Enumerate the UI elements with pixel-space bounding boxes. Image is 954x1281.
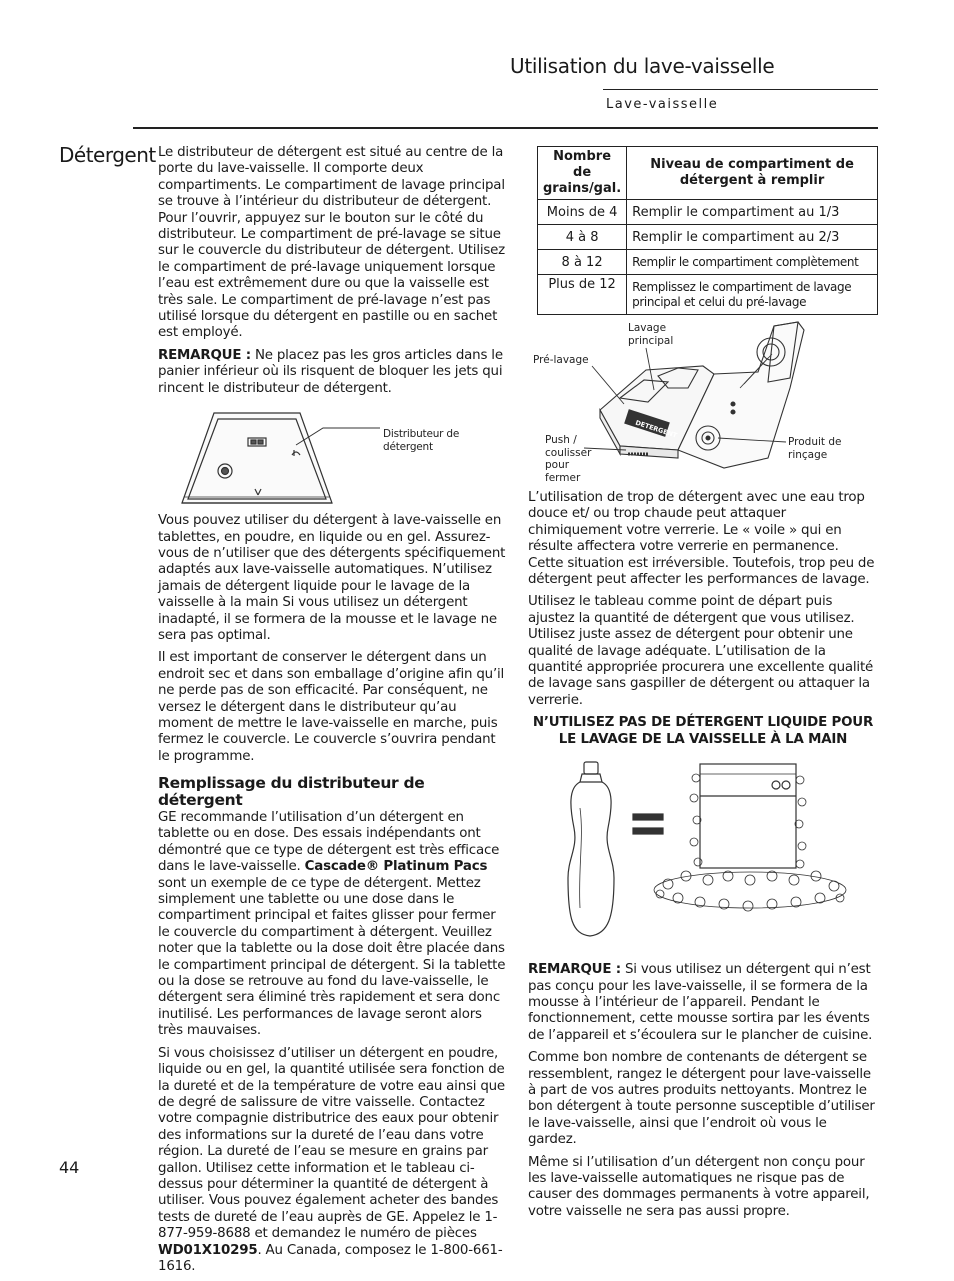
storage-advice-paragraph: Comme bon nombre de contenants de détergent se ressemblent, rangez le détergent pour lave-vaisselle à part de vos autres produits nettoyants. Montrez le bon détergent à toute personne susceptible d’utiliser le lave-vaisselle, ainsi que l’endroit où vous le gardez.	[528, 1050, 875, 1148]
filling-subheading: Remplissage du distributeur de détergent	[158, 774, 425, 809]
dispenser-detail-figure	[528, 318, 878, 486]
tablet-text-b: sont un exemple de ce type de détergent. Mettez simplement une tablette ou une dose dans le compartiment principal et faites glisser pour fermer le couvercle du compartiment à détergent. Veuillez noter que la tablette ou la dose doit être placée dans le compartiment principal de détergent. Si la tablette ou la dose se retrouve au fond du lave-vaisselle, le détergent sera éliminé très rapidement et sera donc inutilisé. Les performances de lavage seront alors très mauvaises.	[158, 875, 506, 1039]
table-row	[538, 250, 878, 275]
mainwash-label: Lavage principal	[628, 322, 674, 347]
dispenser-callout-label: Distributeur de détergent	[383, 428, 460, 453]
table-row	[538, 225, 878, 250]
tablet-recommendation-paragraph	[158, 810, 510, 1040]
right-column	[528, 490, 878, 1226]
hardness-text-b: . Au Canada, composez le 1-800-661-1616.	[158, 1242, 503, 1274]
page-header-subtitle: Lave-vaisselle	[606, 97, 719, 112]
overuse-paragraph: L’utilisation de trop de détergent avec une eau trop douce et/ ou trop chaude peut attaquer chimiquement votre verrerie. Le « voile » qui en résulte affectera votre verrerie en permanence. Cette situation est irréversible. Toutefois, trop peu de détergent peut affecter les performances de lavage.	[528, 490, 875, 588]
part-number: WD01X10295	[158, 1242, 258, 1258]
header-divider	[603, 89, 878, 90]
detergent-types-paragraph: Vous pouvez utiliser du détergent à lave-vaisselle en tablettes, en poudre, en liquide ou en gel. Assurez-vous de n’utiliser que des détergents spécifiquement adaptés aux lave-vaisselle automatiques. N’utilisez jamais de détergent liquide pour le lavage de la vaisselle à la main Si vous utilisez un détergent inadapté, il se formera de la mousse et le lavage ne sera pas optimal.	[158, 513, 506, 643]
note-text: Ne placez pas les gros articles dans le panier inférieur où ils risquent de bloquer les jets qui rincent le distributeur de détergent.	[158, 347, 503, 396]
table-row	[538, 200, 878, 225]
table-header-cell: Nombre de grains/gal.	[538, 147, 627, 200]
table-cell: Remplissez le compartiment de lavage principal et celui du pré-lavage	[627, 275, 878, 315]
detergent-level-table	[537, 146, 878, 315]
suds-note-paragraph	[528, 962, 878, 1044]
section-title: Détergent	[59, 143, 156, 167]
table-row	[538, 275, 878, 315]
table-cell: Moins de 4	[538, 200, 627, 225]
prewash-label: Pré-lavage	[533, 354, 589, 366]
page-header-title: Utilisation du lave-vaisselle	[510, 54, 775, 78]
table-cell: 8 à 12	[538, 250, 627, 275]
adjust-paragraph: Utilisez le tableau comme point de départ puis ajustez la quantité de détergent que vous utilisez. Utilisez juste assez de détergent pour obtenir une qualité de lavage adéquate. L’utilisation de la quantité appropriée procurera une excellente qualité de lavage sans gaspiller de détergent ou attaquer la verrerie.	[528, 594, 874, 708]
hardness-text-a: Si vous choisissez d’utiliser un détergent en poudre, liquide ou en gel, la quantité utilisée sera fonction de la dureté et de la température de votre eau ainsi que de degré de salissure de vitre vaisselle. Contactez votre compagnie distributrice des eaux pour obtenir des informations sur la dureté de l’eau dans votre région. La dureté de l’eau se mesure en grains par gallon. Utilisez cette information et le tableau ci-dessus pour déterminer la quantité de détergent à utiliser. Vous pouvez également acheter des bandes tests de dureté de l’eau auprès de GE. Appelez le 1-877-959-8688 et demandez le numéro de pièces	[158, 1045, 505, 1242]
door-dispenser-figure	[158, 403, 510, 507]
hand-detergent-warning: N’UTILISEZ PAS DE DÉTERGENT LIQUIDE POUR LE LAVAGE DE LA VAISSELLE À LA MAIN	[532, 715, 874, 747]
storage-paragraph: Il est important de conserver le détergent dans un endroit sec et dans son emballage d’origine afin qu’il ne perde pas de son efficacité. Par conséquent, ne versez le détergent dans le distributeur qu’au moment de mettre le lave-vaisselle en marche, puis fermez le couvercle. Le couvercle s’ouvrira pendant le programme.	[158, 650, 505, 764]
table-cell: Plus de 12	[538, 275, 627, 315]
left-column	[158, 145, 510, 1281]
intro-paragraph: Le distributeur de détergent est situé au centre de la porte du lave-vaisselle. Il comporte deux compartiments. Le compartiment de lavage principal se trouve à l’intérieur du distributeur de détergent. Pour l’ouvrir, appuyez sur le bouton sur le côté du distributeur. Le compartiment de pré-lavage se situe sur le couvercle du distributeur de détergent. Utilisez le compartiment de pré-lavage uniquement lorsque l’eau est extrêmement dure ou que la vaisselle est très sale. Le compartiment de pré-lavage n’est pas utilisé lorsque du détergent en pastille ou en sachet est employé.	[158, 145, 506, 341]
note-text: Si vous utilisez un détergent qui n’est pas conçu pour les lave-vaisselle, il se formera de la mousse à l’intérieur de l’appareil. Pendant le fonctionnement, cette mousse sortira par les évents de l’appareil et s’écoulera sur le plancher de cuisine.	[528, 962, 873, 1043]
note-paragraph	[158, 348, 510, 397]
dispenser-brand-text: DETERGENT	[634, 418, 679, 440]
table-cell: 4 à 8	[538, 225, 627, 250]
suds-illustration	[528, 758, 878, 954]
table-header-cell: Niveau de compartiment de détergent à remplir	[627, 147, 878, 200]
page-number: 44	[59, 1158, 80, 1177]
table-header-row	[538, 147, 878, 200]
push-close-label: Push / coulisser pour fermer	[545, 434, 592, 484]
tablet-text-a: GE recommande l’utilisation d’un détergent en tablette ou en dose. Des essais indépendants ont démontré que ce type de détergent est très efficace dans le lave-vaisselle.	[158, 810, 500, 875]
table-cell: Remplir le compartiment complètement	[627, 250, 878, 275]
note-label: REMARQUE :	[528, 962, 621, 978]
hardness-paragraph	[158, 1046, 510, 1276]
door-dispenser-illustration	[158, 403, 510, 507]
table-cell: Remplir le compartiment au 1/3	[627, 200, 878, 225]
suds-figure	[528, 758, 878, 954]
rinse-aid-label: Produit de rinçage	[788, 436, 842, 461]
table-cell: Remplir le compartiment au 2/3	[627, 225, 878, 250]
section-divider	[133, 127, 878, 129]
brand-name: Cascade® Platinum Pacs	[304, 859, 488, 875]
note-label: REMARQUE :	[158, 347, 251, 363]
no-damage-paragraph: Même si l’utilisation d’un détergent non conçu pour les lave-vaisselle automatiques ne risque pas de causer des dommages permanents à votre appareil, votre vaisselle ne sera pas aussi propre.	[528, 1154, 870, 1219]
